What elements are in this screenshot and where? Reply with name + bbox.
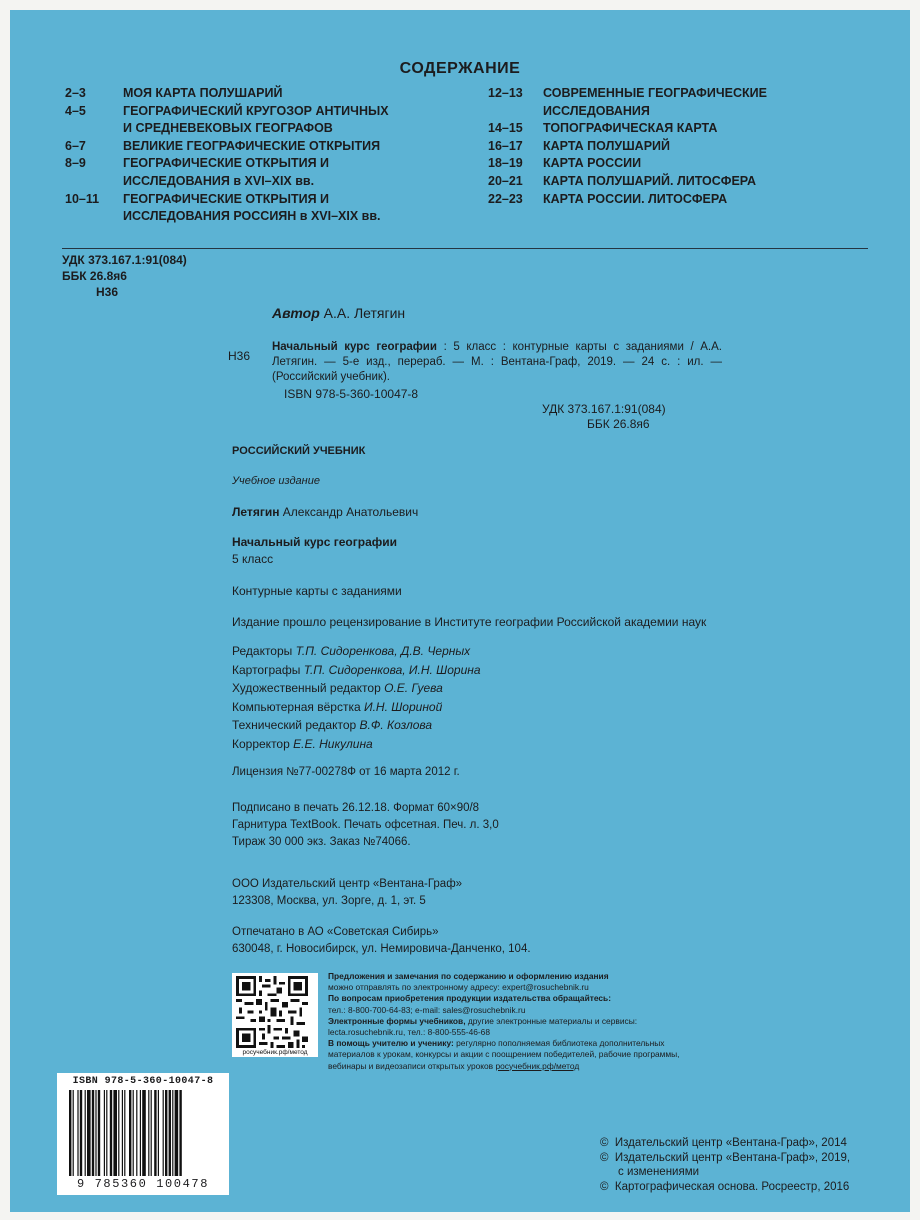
barcode-bar [73,1090,74,1176]
contents-title: КАРТА ПОЛУШАРИЙ. ЛИТОСФЕРА [543,173,757,188]
contents-title: ГЕОГРАФИЧЕСКИЙ КРУГОЗОР АНТИЧНЫХ И СРЕДНЕВЕКОВЫХ ГЕОГРАФОВ [123,103,389,136]
contact-line: тел.: 8-800-700-64-83; e-mail: sales@rosuchebnik.ru [328,1004,526,1015]
staff-row [232,661,481,680]
contents-title: МОЯ КАРТА ПОЛУШАРИЙ [123,86,283,100]
edition-type: Учебное издание [232,475,320,487]
classification-codes [62,252,187,300]
copyright-sign: © [600,1180,609,1193]
back-cover [10,10,910,1212]
barcode-bar [69,1090,71,1176]
barcode-bar [175,1090,179,1176]
printer-line: 630048, г. Новосибирск, ул. Немировича-Данченко, 104. [232,943,531,955]
barcode-bar [106,1090,107,1176]
print-line: Гарнитура TextBook. Печать офсетная. Печ. л. 3,0 [232,819,499,831]
publisher-info [232,876,462,910]
contents-heading: СОДЕРЖАНИЕ [399,60,521,77]
staff-role: Картографы [232,662,301,677]
copyright-text: Издательский центр «Вентана-Граф», 2014 [614,1137,847,1149]
copyright-line: с изменениями [618,1166,700,1178]
staff-role: Технический редактор [232,718,357,732]
barcode-bar [92,1090,94,1176]
barcode-bar [136,1090,137,1176]
barcode-bar [158,1090,159,1176]
contact-line: lecta.rosuchebnik.ru, тел.: 8-800-555-46-68 [328,1027,490,1038]
contact-line [328,1016,680,1027]
staff-role: Художественный редактор [232,681,381,695]
staff-names: Т.П. Сидоренкова, И.Н. Шорина [303,662,481,677]
author-sign: Н36 [96,285,119,299]
copyright-text: Картографическая основа. Росреестр, 2016 [614,1180,850,1193]
author-name: А.А. Летягин [323,305,406,321]
imprint-title: Начальный курс географии [232,535,398,549]
barcode-bar [118,1090,119,1176]
copyright-block [600,1136,850,1194]
contents-title: ГЕОГРАФИЧЕСКИЕ ОТКРЫТИЯ И ИССЛЕДОВАНИЯ в XVI–XIX вв. [123,156,330,188]
staff-role: Редакторы [232,644,293,658]
contents-title: КАРТА РОССИИ [543,156,642,171]
barcode-bar [165,1090,167,1176]
book-title: Начальный курс географии [272,341,437,353]
contact-line [328,1061,680,1072]
staff-names: О.Е. Гуева [384,681,443,695]
contents-entry [488,191,767,209]
contents-pages: 22–23 [488,191,523,206]
contents-entry [488,155,767,173]
staff-names: И.Н. Шориной [364,699,443,714]
contact-text: регулярно пополняемая библиотека дополнительных [453,1038,665,1049]
staff-role: Корректор [232,736,290,751]
divider-line [62,248,868,249]
barcode-bar [154,1090,156,1176]
grade: 5 класс [232,552,274,566]
staff-names: Е.Е. Никулина [293,736,373,751]
license: Лицензия №77-00278Ф от 16 марта 2012 г. [232,766,460,778]
barcode-bar [172,1090,173,1176]
staff-role: Компьютерная вёрстка [232,699,361,714]
contents-pages: 2–3 [65,86,86,100]
contents-title: ТОПОГРАФИЧЕСКАЯ КАРТА [543,121,718,136]
bibliography-codes [542,402,666,432]
barcode-digits: 9 785360 100478 [76,1177,210,1191]
contents-title: КАРТА РОССИИ. ЛИТОСФЕРА [543,191,728,206]
barcode-bar [110,1090,112,1176]
author-surname: Летягин [232,505,280,519]
contents-entry [65,85,389,103]
barcode-bar [142,1090,146,1176]
description-text: : 5 класс : контурные карты с заданиями / А.А. Летягин. — 5-е изд., перераб. — М. : Вентана-Граф, 2019. — 24 с. : ил. — (Российский учебник). [272,341,722,383]
contact-line: можно отправлять по электронному адресу: expert@rosuchebnik.ru [328,982,589,993]
contact-heading: Предложения и замечания по содержанию и оформлению издания [328,971,609,981]
staff-row [232,716,481,735]
contents-entry [65,155,389,190]
copyright-line [600,1180,850,1195]
contents-entry [488,173,767,191]
barcode-bar [124,1090,125,1176]
copyright-line [600,1151,850,1166]
author-sign-code: Н36 [228,349,251,363]
contact-heading: По вопросам приобретения продукции издательства обращайтесь: [328,993,611,1004]
author-label: Автор [272,305,320,321]
publisher-line: ООО Издательский центр «Вентана-Граф» [232,878,463,890]
barcode-bar [77,1090,78,1176]
barcode-bar [140,1090,141,1176]
review-note: Издание прошло рецензирование в Институте географии Российской академии наук [232,615,707,629]
contents-right-column [488,85,767,208]
contact-heading: В помощь учителю и ученику: [328,1038,454,1049]
barcode-bar [87,1090,91,1176]
copyright-text: Издательский центр «Вентана-Граф», 2019, [614,1151,851,1164]
bibliographic-description [272,340,722,385]
barcode-isbn-text: ISBN 978-5-360-10047-8 [72,1076,214,1087]
barcode-bar [179,1090,181,1176]
contents-entry [488,120,767,138]
staff-row [232,698,481,717]
staff-names: Т.П. Сидоренкова, Д.В. Черных [295,644,471,658]
contents-title: КАРТА ПОЛУШАРИЙ [543,138,671,153]
contact-line: материалов к урокам, конкурсы и акции с поощрением победителей, рабочие программы, [328,1049,680,1060]
print-line: Тираж 30 000 экз. Заказ №74066. [232,836,411,848]
udk-code: УДК 373.167.1:91(084) [542,402,666,416]
copyright-line [600,1136,850,1151]
contents-left-column [65,85,389,226]
staff-names: В.Ф. Козлова [359,718,433,732]
qr-caption: росучебник.рф/метод [242,1049,308,1056]
contents-pages: 6–7 [65,138,86,153]
barcode-bar [169,1090,171,1176]
isbn-line: ISBN 978-5-360-10047-8 [284,387,419,401]
series-name: РОССИЙСКИЙ УЧЕБНИК [232,445,366,457]
bbk-code: ББК 26.8я6 [587,417,650,431]
staff-row [232,679,481,698]
barcode-bar [85,1090,86,1176]
contact-info [328,971,680,1072]
author-line [272,305,405,321]
contents-pages: 8–9 [65,156,86,171]
author-given-names: Александр Анатольевич [282,505,419,519]
contents-title: ГЕОГРАФИЧЕСКИЕ ОТКРЫТИЯ И ИССЛЕДОВАНИЯ РОССИЯН в XVI–XIX вв. [123,191,381,224]
barcode-bar [80,1090,82,1176]
contents-entry [65,138,389,156]
subtitle: Контурные карты с заданиями [232,584,402,598]
barcode-bar [122,1090,123,1176]
publisher-line: 123308, Москва, ул. Зорге, д. 1, эт. 5 [232,895,426,907]
contact-text: вебинары и видеозаписи открытых уроков [328,1060,496,1071]
contents-pages: 20–21 [488,173,523,188]
contents-title: ВЕЛИКИЕ ГЕОГРАФИЧЕСКИЕ ОТКРЫТИЯ [123,138,381,153]
method-link[interactable]: росучебник.рф/метод [495,1060,580,1071]
copyright-sign: © [600,1137,609,1149]
contents-pages: 14–15 [488,121,523,136]
barcode-bar [98,1090,100,1176]
contents-entry [488,138,767,156]
copyright-sign: © [600,1151,609,1164]
barcode-bar [163,1090,164,1176]
contents-pages: 18–19 [488,156,523,171]
barcode-icon [67,1090,223,1176]
author-full-name [232,505,418,519]
contents-entry [65,191,389,226]
printer-info [232,924,531,958]
print-line: Подписано в печать 26.12.18. Формат 60×90/8 [232,802,480,814]
contents-pages: 12–13 [488,86,523,100]
contents-pages: 4–5 [65,103,86,118]
staff-row [232,642,481,661]
qr-code-icon [236,976,308,1048]
contents-pages: 10–11 [65,191,100,206]
contact-line [328,1038,680,1049]
contents-pages: 16–17 [488,138,523,153]
barcode-bar [148,1090,149,1176]
contact-heading: Электронные формы учебников, [328,1015,466,1026]
qr-code [232,973,318,1057]
isbn-barcode [57,1073,229,1195]
staff-list [232,642,481,753]
barcode-bar [129,1090,131,1176]
barcode-bar [104,1090,105,1176]
contact-text: другие электронные материалы и сервисы: [465,1015,638,1026]
barcode-bar [95,1090,96,1176]
barcode-bar [151,1090,152,1176]
contents-entry [65,103,389,138]
printer-line: Отпечатано в АО «Советская Сибирь» [232,926,439,938]
contents-title: СОВРЕМЕННЫЕ ГЕОГРАФИЧЕСКИЕ ИССЛЕДОВАНИЯ [543,86,767,118]
barcode-bar [113,1090,117,1176]
print-details [232,800,499,851]
bbk-code: ББК 26.8я6 [62,269,127,283]
staff-row [232,735,481,754]
contents-entry [488,85,767,120]
udk-code: УДК 373.167.1:91(084) [62,253,187,267]
barcode-bar [133,1090,134,1176]
